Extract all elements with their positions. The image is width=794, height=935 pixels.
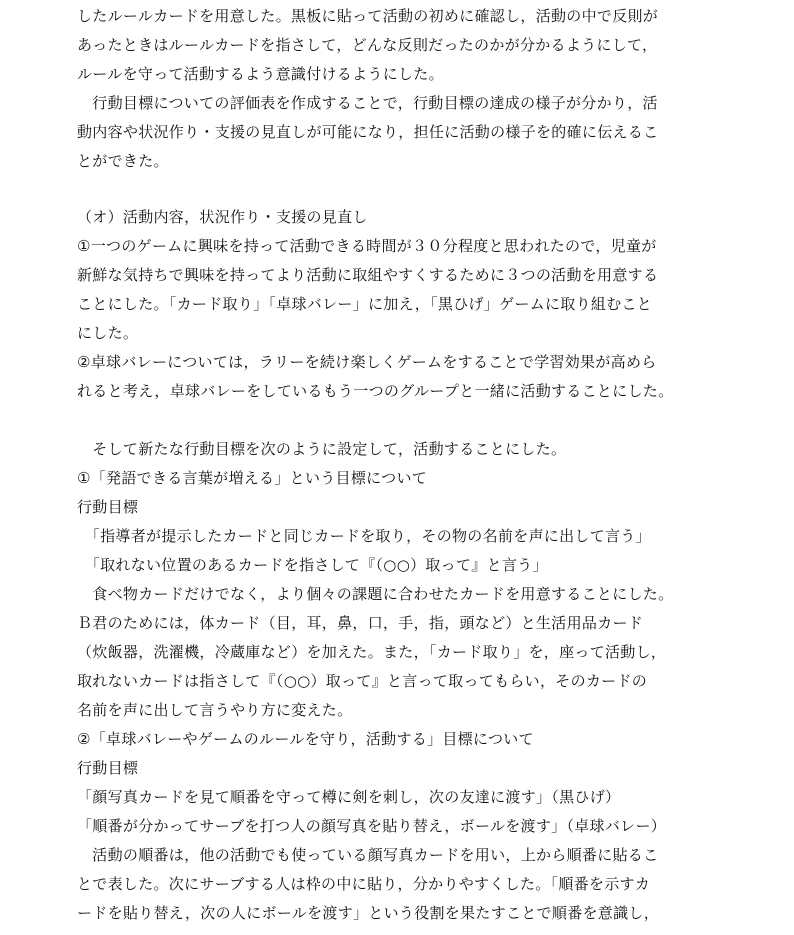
text-line: 「顔写真カードを見て順番を守って樽に剣を刺し，次の友達に渡す」（黒ひげ） [77,788,621,806]
text-line: 動内容や状況作り・支援の見直しが可能になり，担任に活動の様子を的確に伝えるこ [77,123,659,141]
text-line: Ｂ君のためには，体カード（目，耳，鼻，口，手，指，頭など）と生活用品カード [77,614,644,632]
text-line: 「取れない位置のあるカードを指さして『（○○）取って』と言う」 [77,556,548,574]
text-line: 取れないカードは指さして『（○○）取って』と言って取ってもらい，そのカードの [77,672,648,690]
text-line: 行動目標についての評価表を作成することで，行動目標の達成の様子が分かり，活 [77,94,658,112]
text-line: 「指導者が提示したカードと同じカードを取り，その物の名前を声に出して言う」 [77,527,651,545]
text-line: ②「卓球バレーやゲームのルールを守り，活動する」目標について [77,730,534,748]
text-line: にした。 [77,324,139,342]
text-line: そして新たな行動目標を次のように設定して，活動することにした。 [77,440,567,458]
text-line: れると考え，卓球バレーをしているもう一つのグループと一緒に活動することにした。 [77,382,674,400]
section-heading: （オ）活動内容，状況作り・支援の見直し [77,208,368,226]
text-line: ①一つのゲームに興味を持って活動できる時間が３０分程度と思われたので，児童が [77,237,657,255]
text-line: 名前を声に出して言うやり方に変えた。 [77,701,353,719]
text-line: 新鮮な気持ちで興味を持ってより活動に取組やすくするために３つの活動を用意する [77,266,659,284]
text-line: したルールカードを用意した。黒板に貼って活動の初めに確認し，活動の中で反則が [77,7,659,25]
text-line: （炊飯器，洗濯機，冷蔵庫など）を加えた。また，「カード取り」を，座って活動し， [77,643,667,661]
text-line: 「順番が分かってサーブを打つ人の顔写真を貼り替え，ボールを渡す」（卓球バレー） [77,817,667,835]
text-line: 活動の順番は，他の活動でも使っている顔写真カードを用い，上から順番に貼るこ [77,846,659,864]
text-line: 行動目標 [77,498,139,516]
text-line: とができた。 [77,152,169,170]
text-line: 行動目標 [77,759,139,777]
text-line: 食べ物カードだけでなく，より個々の課題に合わせたカードを用意することにした。 [77,585,674,603]
text-line: ①「発語できる言葉が増える」という目標について [77,469,428,487]
text-line: あったときはルールカードを指さして，どんな反則だったのかが分かるようにして， [77,36,658,54]
text-line: ードを貼り替え，次の人にボールを渡す」という役割を果たすことで順番を意識し， [77,904,660,922]
text-line: ②卓球バレーについては，ラリーを続け楽しくゲームをすることで学習効果が高めら [77,353,657,371]
text-line: ルールを守って活動するよう意識付けるようにした。 [77,65,444,83]
text-line: とで表した。次にサーブする人は枠の中に貼り，分かりやすくした。「順番を示すカ [77,875,651,893]
text-line: ことにした。「カード取り」「卓球バレー」に加え，「黒ひげ」ゲームに取り組むこと [77,295,653,313]
